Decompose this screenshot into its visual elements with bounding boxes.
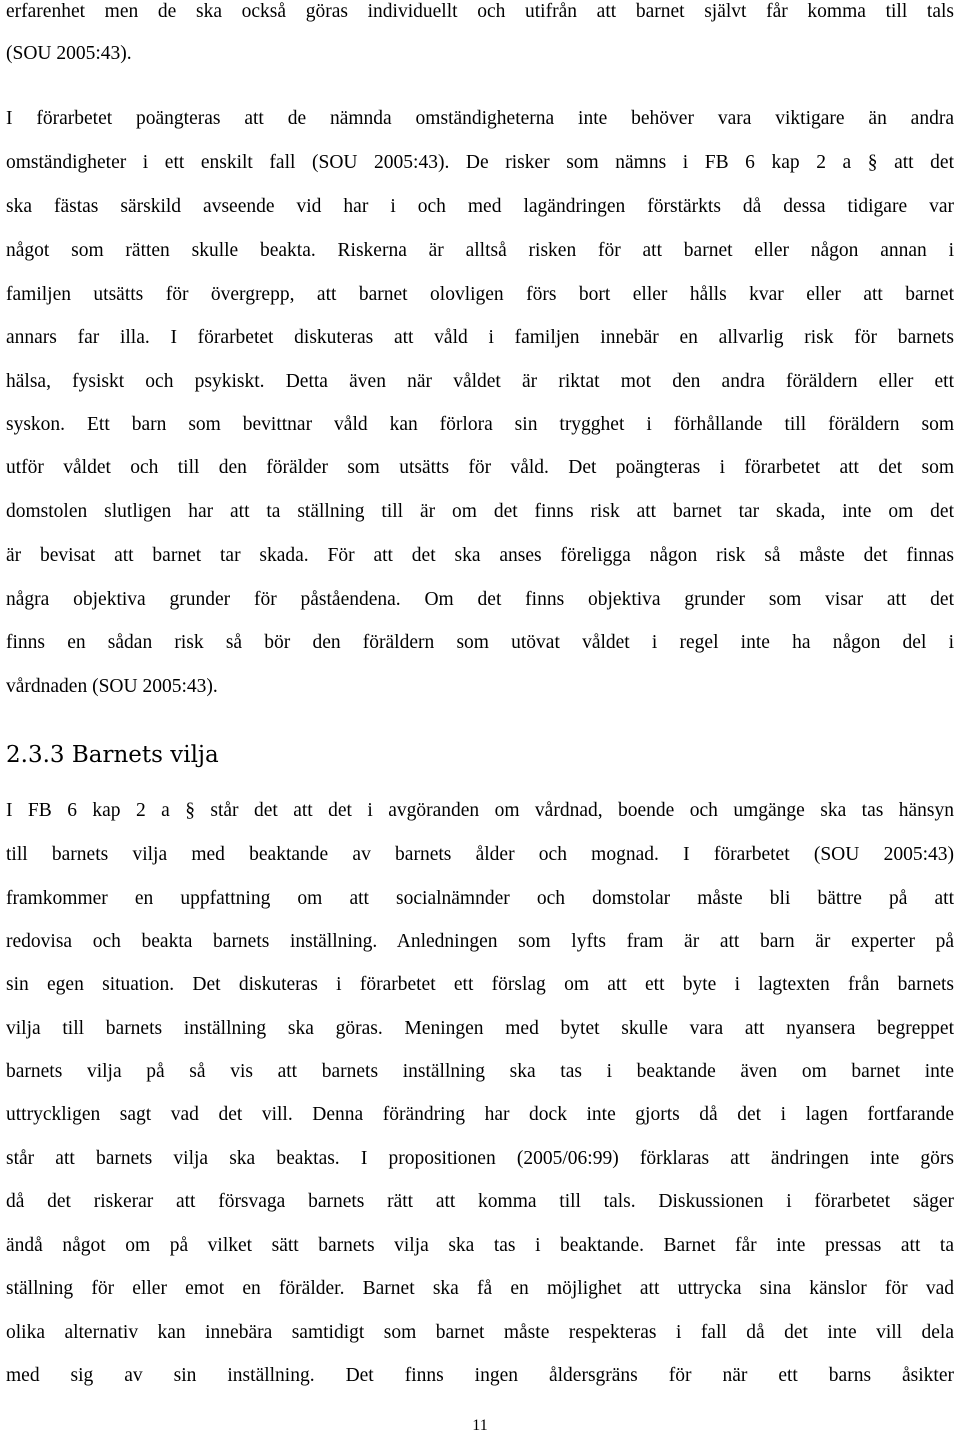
text-line: till barnets vilja med beaktande av barnets ålder och mognad. I förarbetet (SOU 2005:43) (6, 844, 954, 865)
text-line: står att barnets vilja ska beaktas. I propositionen (2005/06:99) förklaras att ändringen inte görs (6, 1148, 954, 1169)
text-line: omständigheter i ett enskilt fall (SOU 2005:43). De risker som nämns i FB 6 kap 2 a § att det (6, 152, 954, 173)
text-line: erfarenhet men de ska också göras individuellt och utifrån att barnet självt får komma till tals (6, 1, 954, 22)
text-line: I förarbetet poängteras att de nämnda omständigheterna inte behöver vara viktigare än andra (6, 108, 954, 129)
text-line: redovisa och beakta barnets inställning. Anledningen som lyfts fram är att barn är experter på (6, 931, 954, 952)
text-line: några objektiva grunder för påståendena. Om det finns objektiva grunder som visar att det (6, 589, 954, 610)
text-line: finns en sådan risk så bör den föräldern som utövat våldet i regel inte ha någon del i (6, 632, 954, 653)
text-line: då det riskerar att försvaga barnets rätt att komma till tals. Diskussionen i förarbetet säger (6, 1191, 954, 1212)
text-line: familjen utsätts för övergrepp, att barnet olovligen förs bort eller hålls kvar eller att barnet (6, 284, 954, 305)
text-line: (SOU 2005:43). (6, 43, 132, 64)
text-line: annars far illa. I förarbetet diskuteras att våld i familjen innebär en allvarlig risk för barnets (6, 327, 954, 348)
text-line: uttryckligen sagt vad det vill. Denna förändring har dock inte gjorts då det i lagen fortfarande (6, 1104, 954, 1125)
text-line: utför våldet och till den förälder som utsätts för våld. Det poängteras i förarbetet att det som (6, 457, 954, 478)
text-line: vilja till barnets inställning ska göras. Meningen med bytet skulle vara att nyansera begreppet (6, 1018, 954, 1039)
text-line: barnets vilja på så vis att barnets inställning ska tas i beaktande även om barnet inte (6, 1061, 954, 1082)
text-line: något som rätten skulle beakta. Riskerna är alltså risken för att barnet eller någon annan i (6, 240, 954, 261)
text-line: framkommer en uppfattning om att socialnämnder och domstolar måste bli bättre på att (6, 888, 954, 909)
text-line: sin egen situation. Det diskuteras i förarbetet ett förslag om att ett byte i lagtexten från barnets (6, 974, 954, 995)
text-line: ställning för eller emot en förälder. Barnet ska få en möjlighet att uttrycka sina känslor för vad (6, 1278, 954, 1299)
text-line: vårdnaden (SOU 2005:43). (6, 676, 218, 697)
text-line: I FB 6 kap 2 a § står det att det i avgöranden om vårdnad, boende och umgänge ska tas hänsyn (6, 800, 954, 821)
section-heading: 2.3.3 Barnets vilja (6, 742, 219, 768)
text-line: hälsa, fysiskt och psykiskt. Detta även när våldet är riktat mot den andra föräldern eller ett (6, 371, 954, 392)
text-line: olika alternativ kan innebära samtidigt som barnet måste respekteras i fall då det inte vill dela (6, 1322, 954, 1343)
text-line: är bevisat att barnet tar skada. För att det ska anses föreligga någon risk så måste det finnas (6, 545, 954, 566)
text-line: ska fästas särskild avseende vid har i och med lagändringen förstärkts då dessa tidigare var (6, 196, 954, 217)
text-line: med sig av sin inställning. Det finns ingen åldersgräns för när ett barns åsikter (6, 1365, 954, 1386)
text-line: ändå något om på vilket sätt barnets vilja ska tas i beaktande. Barnet får inte pressas att ta (6, 1235, 954, 1256)
text-line: syskon. Ett barn som bevittnar våld kan förlora sin trygghet i förhållande till föräldern som (6, 414, 954, 435)
text-line: domstolen slutligen har att ta ställning till är om det finns risk att barnet tar skada, inte om det (6, 501, 954, 522)
page-number: 11 (472, 1417, 488, 1434)
